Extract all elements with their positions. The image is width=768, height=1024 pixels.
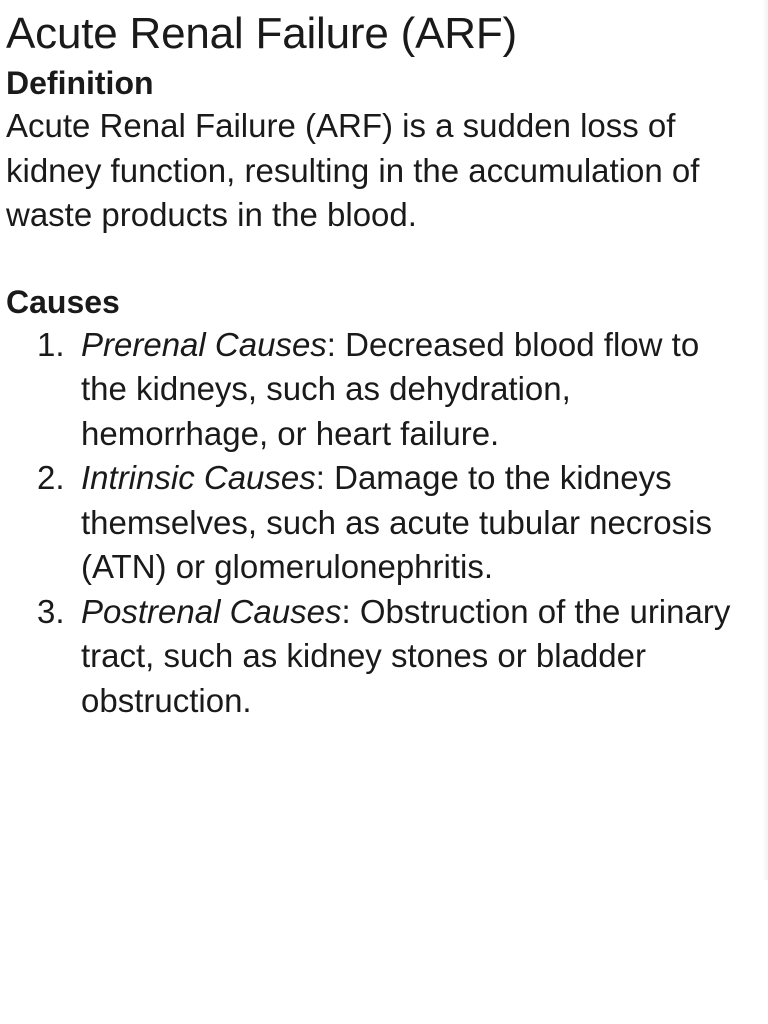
definition-heading: Definition bbox=[6, 65, 154, 101]
list-item-intrinsic bbox=[6, 456, 731, 590]
cause-separator: : bbox=[326, 325, 346, 363]
list-item-postrenal bbox=[6, 590, 731, 724]
cause-description: Damage to the kidneys themselves, such as acute tubular necrosis (ATN) or glomerulonephritis. bbox=[81, 459, 712, 585]
cause-name: Prerenal Causes bbox=[81, 325, 327, 363]
page-edge-shadow bbox=[762, 0, 768, 880]
cause-separator: : bbox=[315, 459, 335, 496]
list-item-number: 3. bbox=[37, 592, 65, 630]
page-title: Acute Renal Failure (ARF) bbox=[6, 9, 517, 58]
causes-list bbox=[6, 323, 746, 724]
cause-description: Obstruction of the urinary tract, such as kidney stones or bladder obstruction. bbox=[81, 592, 731, 719]
cause-name: Intrinsic Causes bbox=[81, 459, 316, 496]
document-page bbox=[6, 0, 746, 723]
list-item-number: 2. bbox=[37, 459, 65, 496]
cause-name: Postrenal Causes bbox=[81, 592, 342, 630]
cause-description: Decreased blood flow to the kidneys, such as dehydration, hemorrhage, or heart failure. bbox=[81, 325, 700, 452]
list-item-prerenal bbox=[6, 323, 731, 457]
cause-separator: : bbox=[341, 592, 360, 630]
causes-heading: Causes bbox=[6, 283, 120, 320]
definition-text: Acute Renal Failure (ARF) is a sudden loss of kidney function, resulting in the accumulation of waste products in the blood. bbox=[6, 107, 700, 233]
list-item-number: 1. bbox=[37, 325, 65, 363]
